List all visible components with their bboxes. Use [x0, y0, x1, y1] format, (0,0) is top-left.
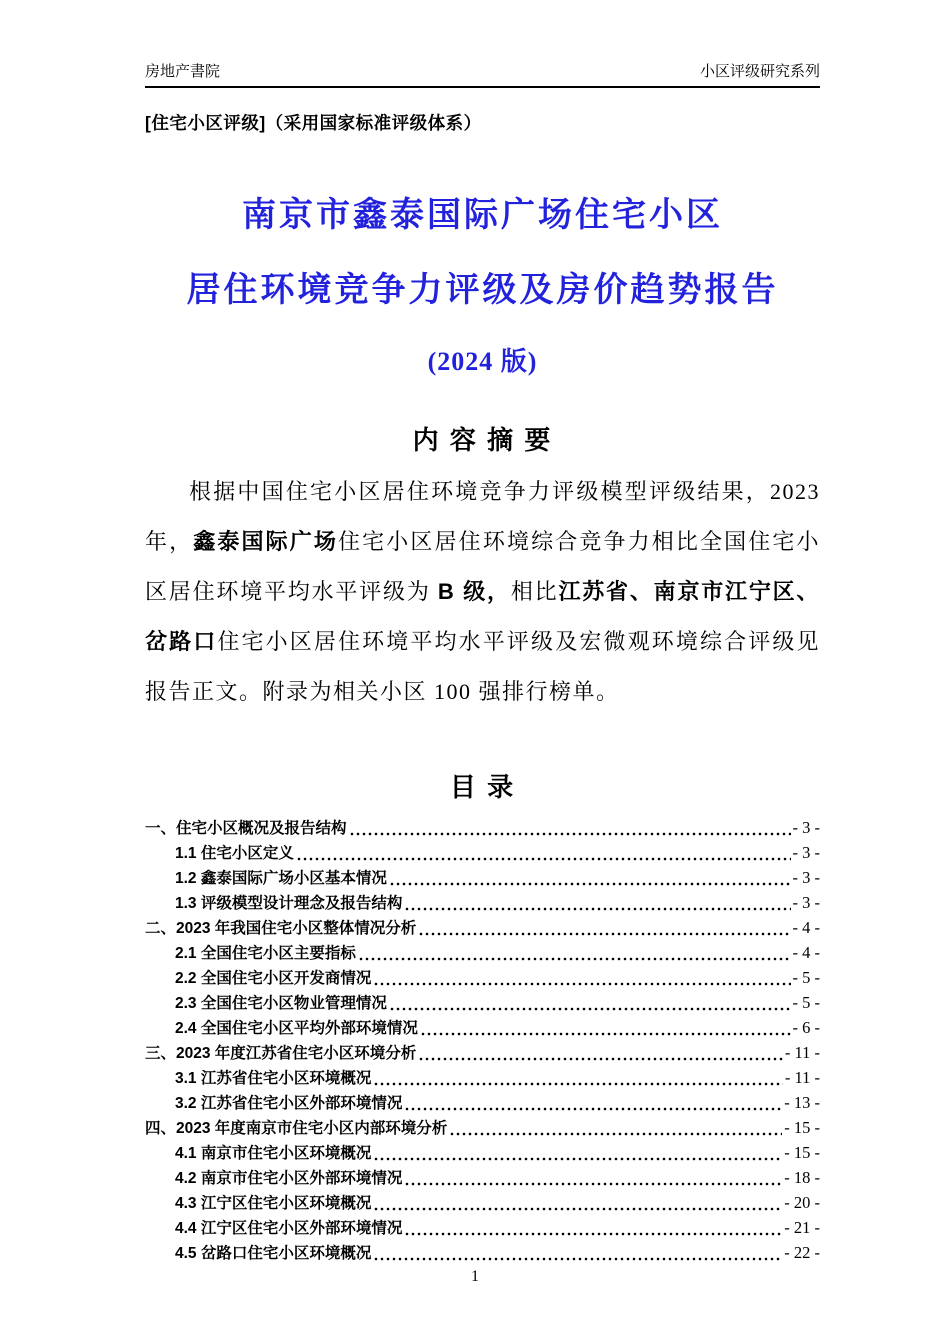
- toc-entry: [145, 1166, 820, 1191]
- toc-entry-label: 4.4 江宁区住宅小区外部环境情况: [175, 1220, 403, 1237]
- summary-bold-text: B 级，: [437, 579, 511, 604]
- summary-heading: 内 容 摘 要: [412, 425, 553, 455]
- toc-entry-page: - 5 -: [792, 993, 820, 1012]
- toc-entry-page: - 18 -: [784, 1168, 820, 1187]
- toc-entry-page: - 4 -: [792, 943, 820, 962]
- footer-page-number: 1: [471, 1268, 479, 1285]
- toc-leader-dots: [358, 948, 791, 966]
- toc-entry-label: 4.5 岔路口住宅小区环境概况: [175, 1245, 372, 1262]
- toc-entry: [145, 1066, 820, 1091]
- toc-heading: 目 录: [449, 772, 516, 802]
- toc-leader-dots: [373, 1248, 782, 1266]
- toc-leader-dots: [373, 1148, 782, 1166]
- toc-entry: [145, 1091, 820, 1116]
- report-title-line2: 居住环境竞争力评级及房价趋势报告: [186, 272, 779, 309]
- toc-entry: [145, 1141, 820, 1166]
- toc-leader-dots: [296, 848, 791, 866]
- summary-text: 住宅小区居住环境综合竞争力相比全国住宅小区居住环境平均水平评级为: [145, 529, 820, 604]
- toc-entry-label: 1.3 评级模型设计理念及报告结构: [175, 895, 403, 912]
- toc-entry-page: - 4 -: [792, 918, 820, 937]
- summary-bold-text: 鑫泰国际广场: [193, 529, 339, 554]
- toc-entry-label: 一、住宅小区概况及报告结构: [145, 820, 347, 837]
- toc-entry: [145, 841, 820, 866]
- toc-leader-dots: [404, 1098, 782, 1116]
- toc-leader-dots: [349, 823, 791, 841]
- toc-entry-page: - 15 -: [784, 1143, 820, 1162]
- toc-leader-dots: [420, 1023, 791, 1041]
- toc-entry: [145, 941, 820, 966]
- toc-entry-page: - 13 -: [784, 1093, 820, 1112]
- toc-entry: [145, 991, 820, 1016]
- toc-leader-dots: [418, 923, 790, 941]
- toc-entry-label: 1.1 住宅小区定义: [175, 845, 294, 862]
- summary-paragraph: [145, 467, 820, 717]
- toc-entry: [145, 966, 820, 991]
- toc-entry-label: 四、2023 年度南京市住宅小区内部环境分析: [145, 1120, 448, 1137]
- toc-entry-label: 4.1 南京市住宅小区环境概况: [175, 1145, 372, 1162]
- toc-leader-dots: [389, 998, 791, 1016]
- toc-leader-dots: [389, 873, 791, 891]
- toc-entry-page: - 15 -: [784, 1118, 820, 1137]
- summary-text: 相比: [510, 579, 559, 604]
- toc-entry-page: - 22 -: [784, 1243, 820, 1262]
- toc-entry-label: 2.2 全国住宅小区开发商情况: [175, 970, 372, 987]
- summary-text: 根据中国住宅小区居住环境竞争力评级模型评级结果，2023 年，: [145, 479, 820, 554]
- toc-entry: [145, 1191, 820, 1216]
- toc-entry: [145, 916, 820, 941]
- header-left-text: 房地产書院: [145, 63, 221, 80]
- toc-list: [145, 816, 820, 1266]
- header-right-text: 小区评级研究系列: [699, 63, 820, 80]
- report-title-line1: 南京市鑫泰国际广场住宅小区: [242, 197, 723, 234]
- summary-bold-text: 江苏省、南京市江宁区、岔路口: [145, 579, 820, 654]
- toc-entry-label: 2.1 全国住宅小区主要指标: [175, 945, 356, 962]
- toc-entry: [145, 1116, 820, 1141]
- toc-entry-page: - 20 -: [784, 1193, 820, 1212]
- toc-leader-dots: [373, 973, 790, 991]
- report-edition: (2024 版): [427, 347, 538, 376]
- toc-entry-page: - 6 -: [792, 1018, 820, 1037]
- toc-entry-page: - 3 -: [792, 818, 820, 837]
- toc-entry-label: 二、2023 年我国住宅小区整体情况分析: [145, 920, 417, 937]
- toc-entry: [145, 816, 820, 841]
- toc-entry-page: - 21 -: [784, 1218, 820, 1237]
- toc-entry: [145, 1016, 820, 1041]
- toc-leader-dots: [404, 1223, 782, 1241]
- toc-entry-page: - 11 -: [784, 1043, 820, 1062]
- page-header: [145, 60, 820, 88]
- toc-entry: [145, 1241, 820, 1266]
- toc-leader-dots: [404, 898, 790, 916]
- toc-entry-page: - 11 -: [784, 1068, 820, 1087]
- toc-leader-dots: [449, 1123, 782, 1141]
- toc-entry: [145, 891, 820, 916]
- toc-entry-label: 4.3 江宁区住宅小区环境概况: [175, 1195, 372, 1212]
- toc-entry: [145, 866, 820, 891]
- toc-entry-page: - 3 -: [792, 868, 820, 887]
- toc-leader-dots: [373, 1198, 782, 1216]
- classification-line: [住宅小区评级]（采用国家标准评级体系）: [145, 113, 482, 133]
- toc-entry: [145, 1041, 820, 1066]
- toc-entry-label: 2.3 全国住宅小区物业管理情况: [175, 995, 387, 1012]
- toc-entry: [145, 1216, 820, 1241]
- toc-entry-page: - 3 -: [792, 843, 820, 862]
- toc-entry-label: 2.4 全国住宅小区平均外部环境情况: [175, 1020, 418, 1037]
- toc-entry-page: - 5 -: [792, 968, 820, 987]
- toc-leader-dots: [373, 1073, 783, 1091]
- toc-entry-label: 4.2 南京市住宅小区外部环境情况: [175, 1170, 403, 1187]
- toc-leader-dots: [404, 1173, 782, 1191]
- toc-entry-label: 3.2 江苏省住宅小区外部环境情况: [175, 1095, 403, 1112]
- toc-entry-label: 1.2 鑫泰国际广场小区基本情况: [175, 870, 387, 887]
- toc-entry-label: 3.1 江苏省住宅小区环境概况: [175, 1070, 372, 1087]
- toc-entry-page: - 3 -: [792, 893, 820, 912]
- toc-leader-dots: [418, 1048, 783, 1066]
- toc-entry-label: 三、2023 年度江苏省住宅小区环境分析: [145, 1045, 417, 1062]
- summary-text: 住宅小区居住环境平均水平评级及宏微观环境综合评级见报告正文。附录为相关小区 100 强排行榜单。: [145, 629, 820, 704]
